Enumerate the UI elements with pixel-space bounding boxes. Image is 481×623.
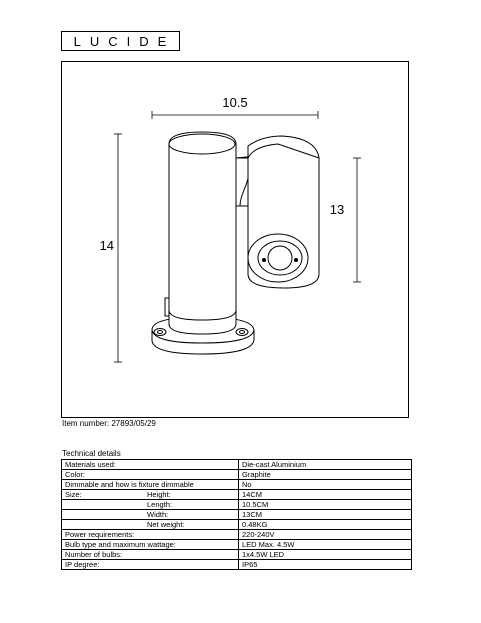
spec-label: Materials used: xyxy=(65,460,116,469)
spec-value: 10.5CM xyxy=(239,500,412,510)
spec-label-cell xyxy=(62,470,239,480)
spec-label-cell xyxy=(62,460,239,470)
spec-label-cell xyxy=(62,520,239,530)
product-drawing xyxy=(62,62,410,419)
spec-row xyxy=(62,460,412,470)
spec-label-cell xyxy=(62,500,239,510)
product-drawing-frame xyxy=(61,61,409,418)
spec-label-cell xyxy=(62,540,239,550)
logo-text: LUCIDE xyxy=(73,34,176,49)
dimension-label-height-left: 14 xyxy=(99,238,114,253)
spec-value: Graphite xyxy=(239,470,412,480)
technical-details-table xyxy=(61,459,412,570)
spec-row xyxy=(62,470,412,480)
lamp-post xyxy=(165,132,236,334)
spec-label-cell xyxy=(62,560,239,570)
brand-logo xyxy=(61,31,180,51)
spec-sublabel: Length: xyxy=(147,500,173,509)
spec-value: Die-cast Aluminium xyxy=(239,460,412,470)
spec-label: Power requirements: xyxy=(65,530,135,539)
spec-row xyxy=(62,550,412,560)
spec-label-cell xyxy=(62,550,239,560)
spec-value: 14CM xyxy=(239,490,412,500)
dimension-label-height-right: 13 xyxy=(329,202,345,217)
spec-row xyxy=(62,540,412,550)
spec-value: LED Max. 4.5W xyxy=(239,540,412,550)
spec-value: 0.48KG xyxy=(239,520,412,530)
spec-sublabel: Width: xyxy=(147,510,169,519)
spec-row xyxy=(62,520,412,530)
spec-value: 220-240V xyxy=(239,530,412,540)
spec-value: No xyxy=(239,480,412,490)
spec-row xyxy=(62,560,412,570)
spec-label-cell xyxy=(62,530,239,540)
spec-label: Bulb type and maximum wattage: xyxy=(65,540,176,549)
spec-row xyxy=(62,510,412,520)
spec-sublabel: Net weight: xyxy=(147,520,185,529)
spec-label: Size: xyxy=(65,490,82,499)
item-number: Item number: 27893/05/29 xyxy=(62,419,156,428)
spec-sublabel: Height: xyxy=(147,490,171,499)
spec-row xyxy=(62,490,412,500)
spec-label-cell xyxy=(62,510,239,520)
spec-label-cell xyxy=(62,480,239,490)
spec-value: 1x4.5W LED xyxy=(239,550,412,560)
spec-label: Number of bulbs: xyxy=(65,550,123,559)
spec-row xyxy=(62,530,412,540)
spec-label: Color: xyxy=(65,470,86,479)
spec-row xyxy=(62,500,412,510)
spec-label-cell xyxy=(62,490,239,500)
spec-label: Dimmable and how is fixture dimmable xyxy=(65,480,194,489)
spec-value: 13CM xyxy=(239,510,412,520)
lamp-head xyxy=(248,136,319,288)
spec-value: IP65 xyxy=(239,560,412,570)
spec-row xyxy=(62,480,412,490)
dimension-label-length: 10.5 xyxy=(222,95,248,110)
technical-details-title: Technical details xyxy=(62,449,121,458)
spec-label: IP degree: xyxy=(65,560,100,569)
